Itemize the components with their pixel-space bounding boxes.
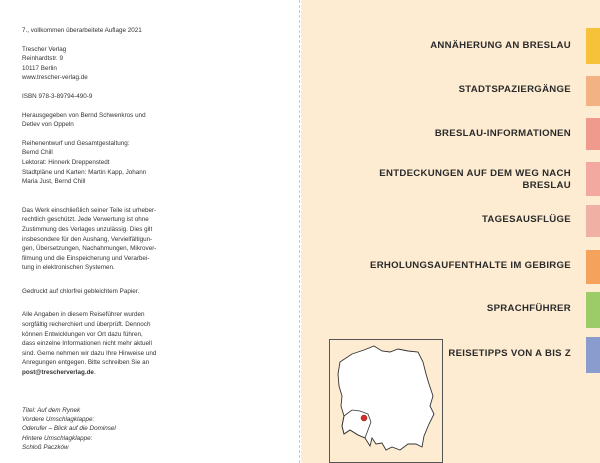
section-tab-annaeherung[interactable] — [586, 28, 600, 64]
copyright-line: insbesondere für den Aushang, Vervielfältigun- — [22, 235, 153, 243]
section-tab-breslau-informationen[interactable] — [586, 118, 600, 150]
section-tab-entdeckungen[interactable] — [586, 162, 600, 196]
edition-line: 7., vollkommen überarbeitete Auflage 2021 — [22, 27, 142, 34]
section-label: STADTSPAZIERGÄNGE — [458, 84, 571, 95]
imprint-block — [22, 26, 270, 378]
disclaimer-line: können Entwicklungen vor Ort dazu führen, — [22, 330, 143, 338]
section-label-continued: BRESLAU — [522, 180, 571, 191]
section-label: BRESLAU-INFORMATIONEN — [434, 128, 571, 139]
copyright-line: rechtlich geschützt. Jede Verwertung ist ohne — [22, 216, 149, 224]
editor-line: Detlev von Oppeln — [22, 121, 74, 129]
caption-line: Oderufer – Blick auf die Dominsel — [22, 425, 116, 433]
disclaimer-line: sorgfältig recherchiert und überprüft. Dennoch — [22, 321, 151, 329]
credits-line: Maria Just, Bernd Chill — [22, 178, 86, 186]
paper-note: Gedruckt auf chlorfrei gebleichtem Papier. — [22, 287, 140, 295]
section-tab-sprachfuehrer[interactable] — [586, 292, 600, 328]
section-label: REISETIPPS VON A BIS Z — [448, 348, 571, 359]
section-label: ERHOLUNGSAUFENTHALTE IM GEBIRGE — [370, 260, 571, 271]
section-breslau-informationen[interactable] — [331, 128, 571, 140]
photo-captions — [22, 406, 262, 452]
disclaimer-line: sind. Gerne nehmen wir dazu Ihre Hinweise und — [22, 349, 157, 357]
section-tab-stadtspaziergaenge[interactable] — [586, 76, 600, 106]
credits-line: Stadtpläne und Karten: Martin Kapp, Johann — [22, 168, 147, 176]
section-entdeckungen[interactable] — [331, 168, 571, 192]
email-suffix: . — [93, 369, 96, 377]
section-annaeherung[interactable] — [331, 40, 571, 52]
disclaimer-notice — [22, 310, 270, 377]
section-tab-erholungsaufenthalte[interactable] — [586, 250, 600, 284]
copyright-line: Das Werk einschließlich seiner Teile ist urheber- — [22, 206, 157, 214]
disclaimer-line: Anregungen entgegen. Bitte schreiben Sie an — [22, 359, 150, 367]
section-label: TAGESAUSFLÜGE — [481, 214, 571, 225]
section-tab-reisetipps[interactable] — [586, 337, 600, 373]
page-fold-divider — [299, 0, 300, 463]
section-label: SPRACHFÜHRER — [486, 303, 571, 314]
editor-line: Herausgegeben von Bernd Schwenkros und — [22, 111, 146, 119]
section-label: ANNÄHERUNG AN BRESLAU — [430, 40, 571, 51]
publisher-line: Trescher Verlag — [22, 45, 67, 53]
breslau-location-marker — [361, 415, 367, 421]
caption-line: Vordere Umschlagklappe: — [22, 416, 95, 424]
caption-line: Hintere Umschlagklappe: — [22, 434, 93, 442]
copyright-notice — [22, 206, 270, 273]
section-tab-tagesausfluege[interactable] — [586, 205, 600, 237]
copyright-line: tung in elektronischen Systemen. — [22, 264, 115, 272]
map-svg — [330, 340, 442, 462]
credits-line: Reihenentwurf und Gesamtgestaltung: — [22, 139, 130, 147]
copyright-line: Zustimmung des Verlages unzulässig. Dies gilt — [22, 225, 153, 233]
credits-line: Lektorat: Hinnerk Dreppenstedt — [22, 158, 110, 166]
disclaimer-email-line — [22, 368, 270, 378]
copyright-line: gen, Übersetzungen, Nachahmungen, Mikrover- — [22, 245, 157, 253]
publisher-line: 10117 Berlin — [22, 64, 57, 72]
section-label: ENTDECKUNGEN AUF DEM WEG NACH — [379, 168, 571, 179]
caption-line: Titel: Auf dem Rynek — [22, 407, 81, 414]
poland-locator-map — [329, 339, 443, 463]
publisher-url[interactable]: www.trescher-verlag.de — [22, 74, 88, 82]
caption-line: Schloß Paczków — [22, 443, 69, 451]
disclaimer-line: Alle Angaben in diesem Reiseführer wurden — [22, 311, 145, 319]
section-stadtspaziergaenge[interactable] — [331, 84, 571, 96]
isbn-line: ISBN 978-3-89794-490-9 — [22, 92, 93, 100]
section-erholungsaufenthalte[interactable] — [331, 260, 571, 272]
publisher-line: Reinhardtstr. 9 — [22, 55, 63, 63]
disclaimer-line: dass einzelne Informationen nicht mehr aktuell — [22, 340, 152, 348]
section-sprachfuehrer[interactable] — [331, 303, 571, 315]
copyright-line: filmung und die Einspeicherung und Verarbei- — [22, 254, 150, 262]
section-tagesausfluege[interactable] — [331, 214, 571, 226]
email-link[interactable]: post@trescherverlag.de — [22, 369, 94, 377]
poland-outline — [338, 346, 434, 450]
credits-line: Bernd Chill — [22, 149, 53, 157]
